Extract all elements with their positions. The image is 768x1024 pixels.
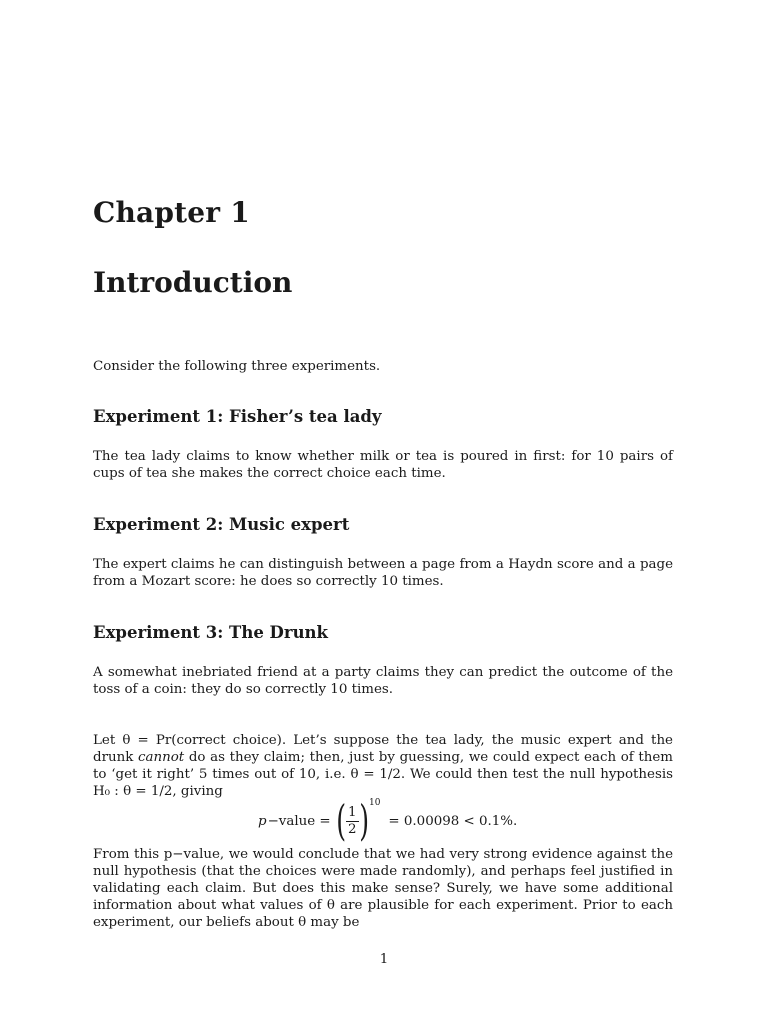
p-value-equation [258,796,517,846]
discussion-text-b: do as they claim; then, just by guessing, we could expect each of them to ‘get it right’ 5 times out of 10, i.e. θ = 1/2. We could then test the null hypothesis H₀ : θ = 1/2, giving [93,750,674,799]
equation-lhs-variable: p [258,813,267,829]
experiment-3-heading: Experiment 3: The Drunk [93,623,328,642]
experiment-1-text: The tea lady claims to know whether milk or tea is poured in first: for 10 pairs of cups of tea she makes the correct choice each time. [93,449,673,481]
right-paren: ) [358,796,369,845]
equation-exponent: 10 [368,798,381,808]
experiment-1-heading: Experiment 1: Fisher’s tea lady [93,407,382,426]
chapter-title: Introduction [93,266,293,299]
discussion-paragraph-2: From this p−value, we would conclude that we had very strong evidence against the null hypothesis (that the choices were made randomly), and perhaps feel justified in validating each claim. But does this make sense? Surely, we have some additional information about what values of θ are plausible for each experiment. Prior to each experiment, our beliefs about θ may be [93,847,673,930]
intro-paragraph: Consider the following three experiments. [93,359,381,374]
discussion-text-a: Let θ = Pr(correct choice). Let’s suppose the tea lady, the music expert and the drunk [93,733,673,765]
fraction [346,805,359,838]
page-number: 1 [379,952,389,967]
experiment-3-text: A somewhat inebriated friend at a party claims they can predict the outcome of the toss of a coin: they do so correctly 10 times. [93,665,673,697]
experiment-2-text: The expert claims he can distinguish between a page from a Haydn score and a page from a Mozart score: he does so correctly 10 times. [93,557,673,589]
fraction-denominator: 2 [348,821,357,837]
discussion-paragraph-1 [93,732,673,800]
left-paren: ( [335,796,346,845]
fraction-numerator: 1 [348,804,357,820]
discussion-emphasis: cannot [138,750,185,765]
chapter-label: Chapter 1 [93,196,250,229]
equation-rhs: = 0.00098 < 0.1%. [388,813,518,829]
experiment-2-heading: Experiment 2: Music expert [93,515,350,534]
equation-lhs: −value = [267,813,331,829]
